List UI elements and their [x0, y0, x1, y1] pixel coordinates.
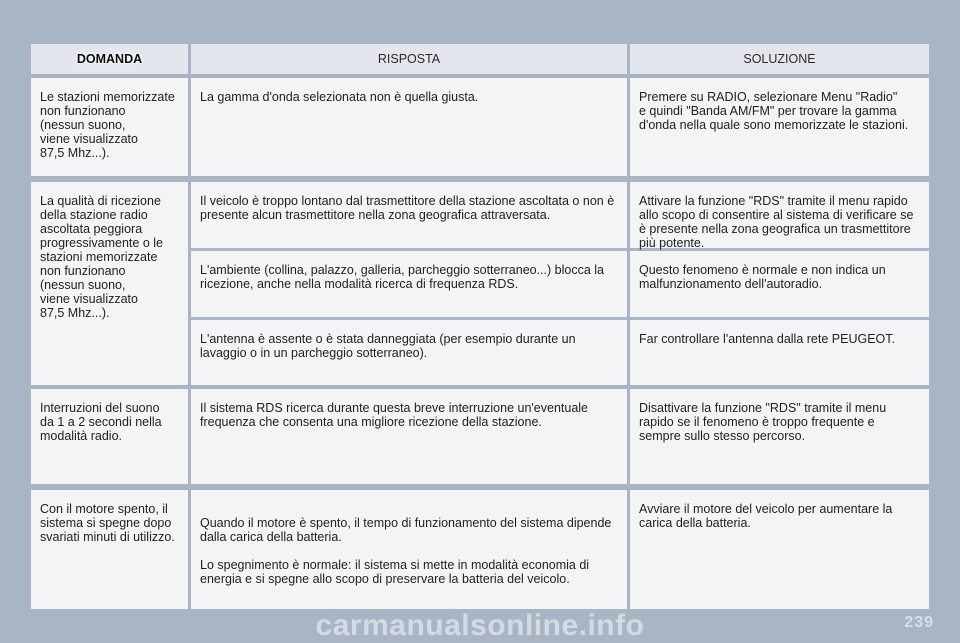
header-answer: RISPOSTA: [191, 44, 627, 74]
solution-cell: Attivare la funzione "RDS" tramite il menu rapido allo scopo di consentire al sistema di verificare se è presente nella zona geografica un trasmettitore più potente.: [630, 182, 929, 248]
header-question: DOMANDA: [31, 44, 188, 74]
answer-paragraph: Quando il motore è spento, il tempo di funzionamento del sistema dipende dalla carica della batteria.: [200, 516, 612, 544]
solution-cell: Premere su RADIO, selezionare Menu "Radio" e quindi "Banda AM/FM" per trovare la gamma d'onda nella quale sono memorizzate le stazioni.: [630, 78, 929, 176]
question-cell: Con il motore spento, il sistema si spegne dopo svariati minuti di utilizzo.: [31, 490, 188, 609]
answer-cell: L'antenna è assente o è stata danneggiata (per esempio durante un lavaggio o in un parcheggio sotterraneo).: [191, 320, 627, 385]
header-solution: SOLUZIONE: [630, 44, 929, 74]
answer-cell: [191, 490, 627, 609]
answer-paragraph: Lo spegnimento è normale: il sistema si mette in modalità economia di energia e si spegne allo scopo di preservare la batteria del veicolo.: [200, 558, 590, 586]
answer-cell: Il veicolo è troppo lontano dal trasmettitore della stazione ascoltata o non è presente alcun trasmettitore nella zona geografica attraversata.: [191, 182, 627, 248]
faq-table: [31, 44, 929, 609]
watermark-logo: carmanualsonline.info: [315, 609, 645, 642]
answer-cell: L'ambiente (collina, palazzo, galleria, parcheggio sotterraneo...) blocca la ricezione, anche nella modalità ricerca di frequenza RDS.: [191, 251, 627, 317]
question-cell: Le stazioni memorizzate non funzionano (nessun suono, viene visualizzato 87,5 Mhz...).: [31, 78, 188, 176]
solution-cell: Disattivare la funzione "RDS" tramite il menu rapido se il fenomeno è troppo frequente e sempre sullo stesso percorso.: [630, 389, 929, 484]
question-cell: La qualità di ricezione della stazione radio ascoltata peggiora progressivamente o le stazioni memorizzate non funzionano (nessun suono, viene visualizzato 87,5 Mhz...).: [31, 182, 188, 385]
solution-cell: Far controllare l'antenna dalla rete PEUGEOT.: [630, 320, 929, 385]
solution-cell: Avviare il motore del veicolo per aumentare la carica della batteria.: [630, 490, 929, 609]
page-number: 239: [904, 614, 934, 631]
question-cell: Interruzioni del suono da 1 a 2 secondi nella modalità radio.: [31, 389, 188, 484]
solution-cell: Questo fenomeno è normale e non indica un malfunzionamento dell'autoradio.: [630, 251, 929, 317]
answer-cell: La gamma d'onda selezionata non è quella giusta.: [191, 78, 627, 176]
answer-cell: Il sistema RDS ricerca durante questa breve interruzione un'eventuale frequenza che consenta una migliore ricezione della stazione.: [191, 389, 627, 484]
